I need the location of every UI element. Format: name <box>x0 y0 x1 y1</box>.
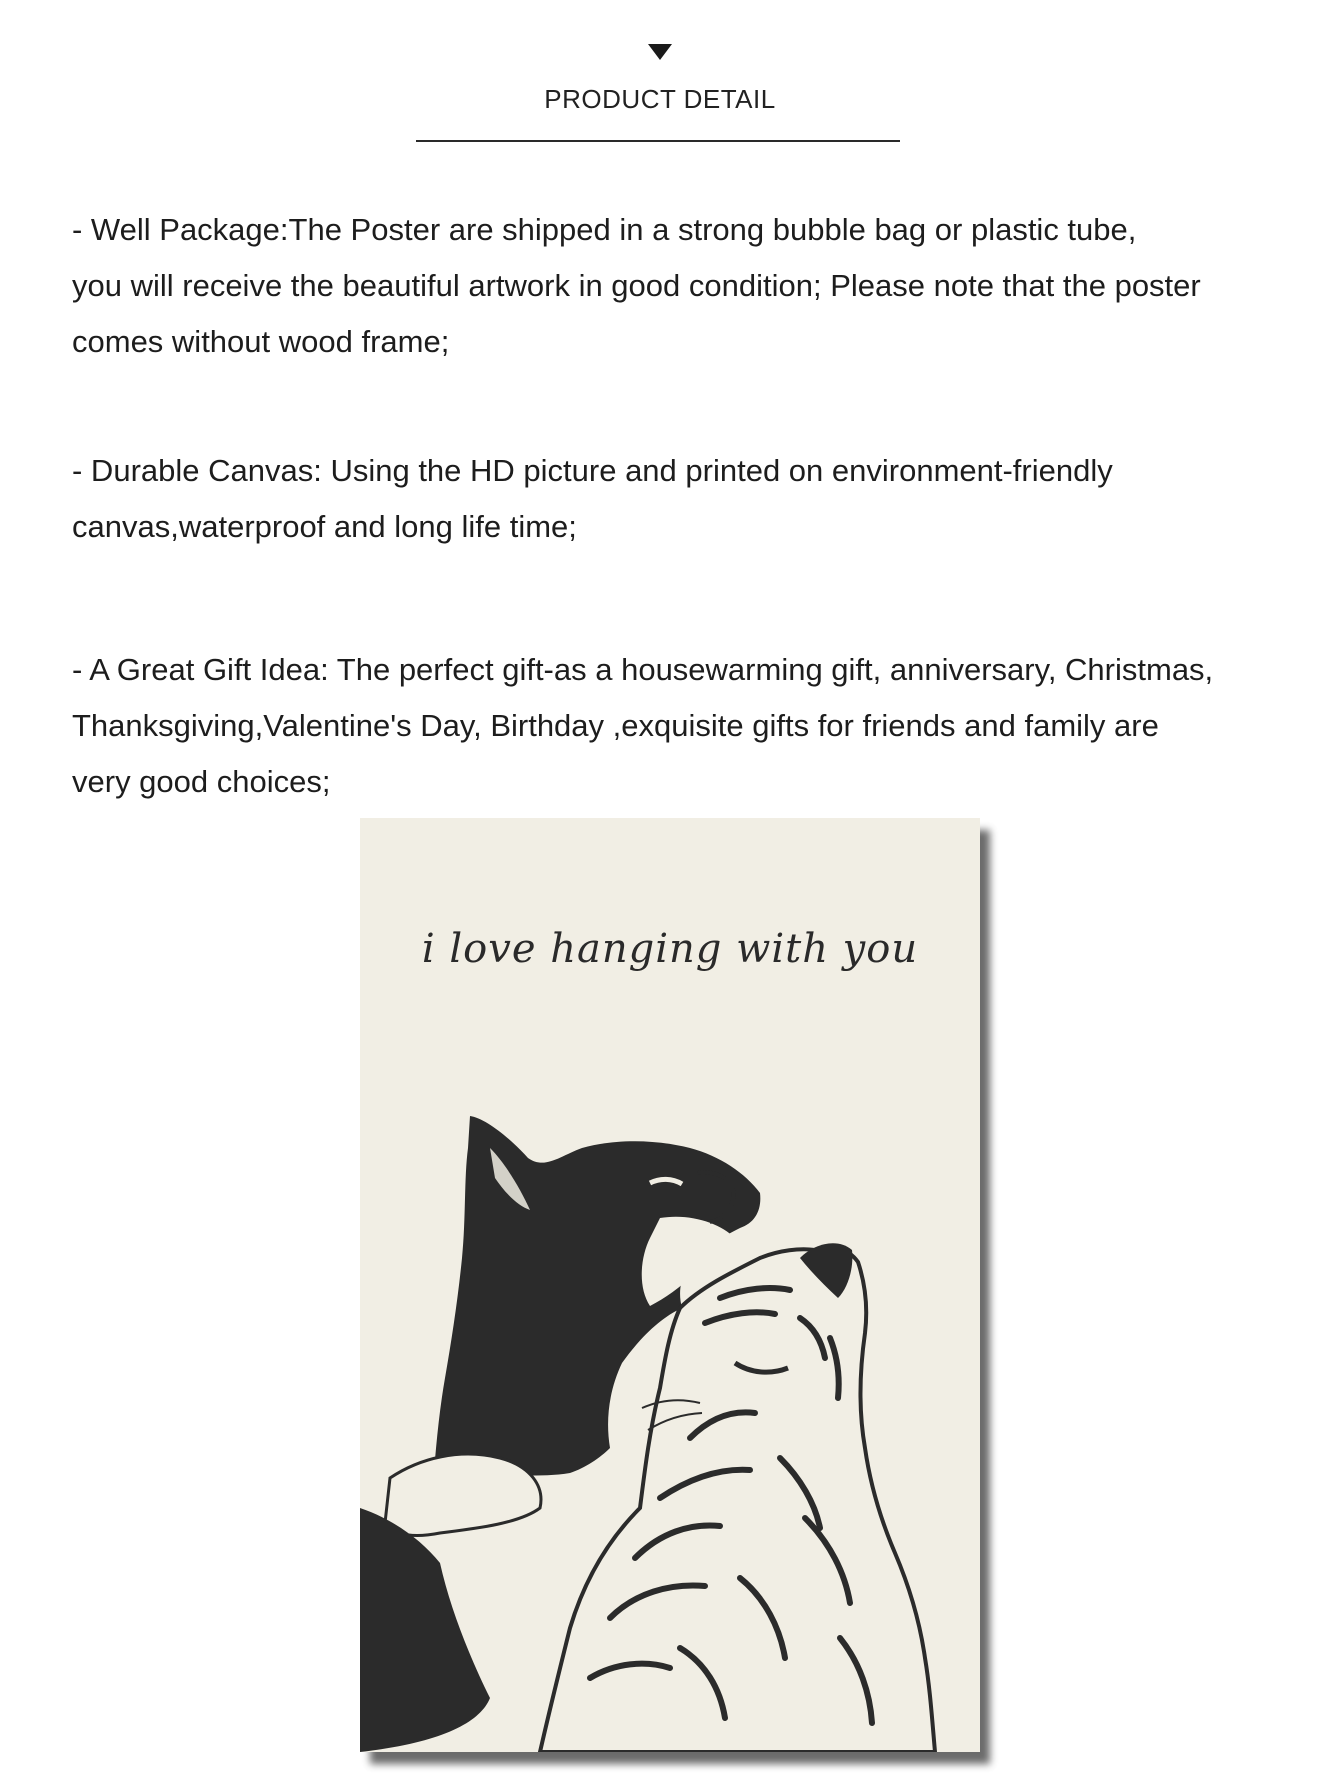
section-title: PRODUCT DETAIL <box>544 84 776 114</box>
text-line: - A Great Gift Idea: The perfect gift-as a housewarming gift, anniversary, Christmas, <box>72 652 1214 687</box>
cats-illustration <box>360 818 980 1752</box>
triangle-down-icon <box>648 44 672 60</box>
text-line: - Durable Canvas: Using the HD picture and printed on environment-friendly <box>72 453 1113 488</box>
title-divider <box>416 140 900 142</box>
white-paw <box>385 1454 541 1535</box>
text-line: Thanksgiving,Valentine's Day, Birthday ,exquisite gifts for friends and family are <box>72 708 1159 743</box>
poster-caption: i love hanging with you <box>421 926 919 972</box>
text-line: very good choices; <box>72 764 331 799</box>
text-line: comes without wood frame; <box>72 324 450 359</box>
canvas-paragraph <box>72 443 1312 555</box>
text-line: you will receive the beautiful artwork in good condition; Please note that the poster <box>72 268 1201 303</box>
text-line: canvas,waterproof and long life time; <box>72 509 577 544</box>
package-paragraph <box>72 202 1312 370</box>
poster-image <box>360 818 980 1752</box>
gift-paragraph <box>72 642 1312 810</box>
lower-body <box>360 1508 490 1752</box>
text-line: - Well Package:The Poster are shipped in a strong bubble bag or plastic tube, <box>72 212 1137 247</box>
